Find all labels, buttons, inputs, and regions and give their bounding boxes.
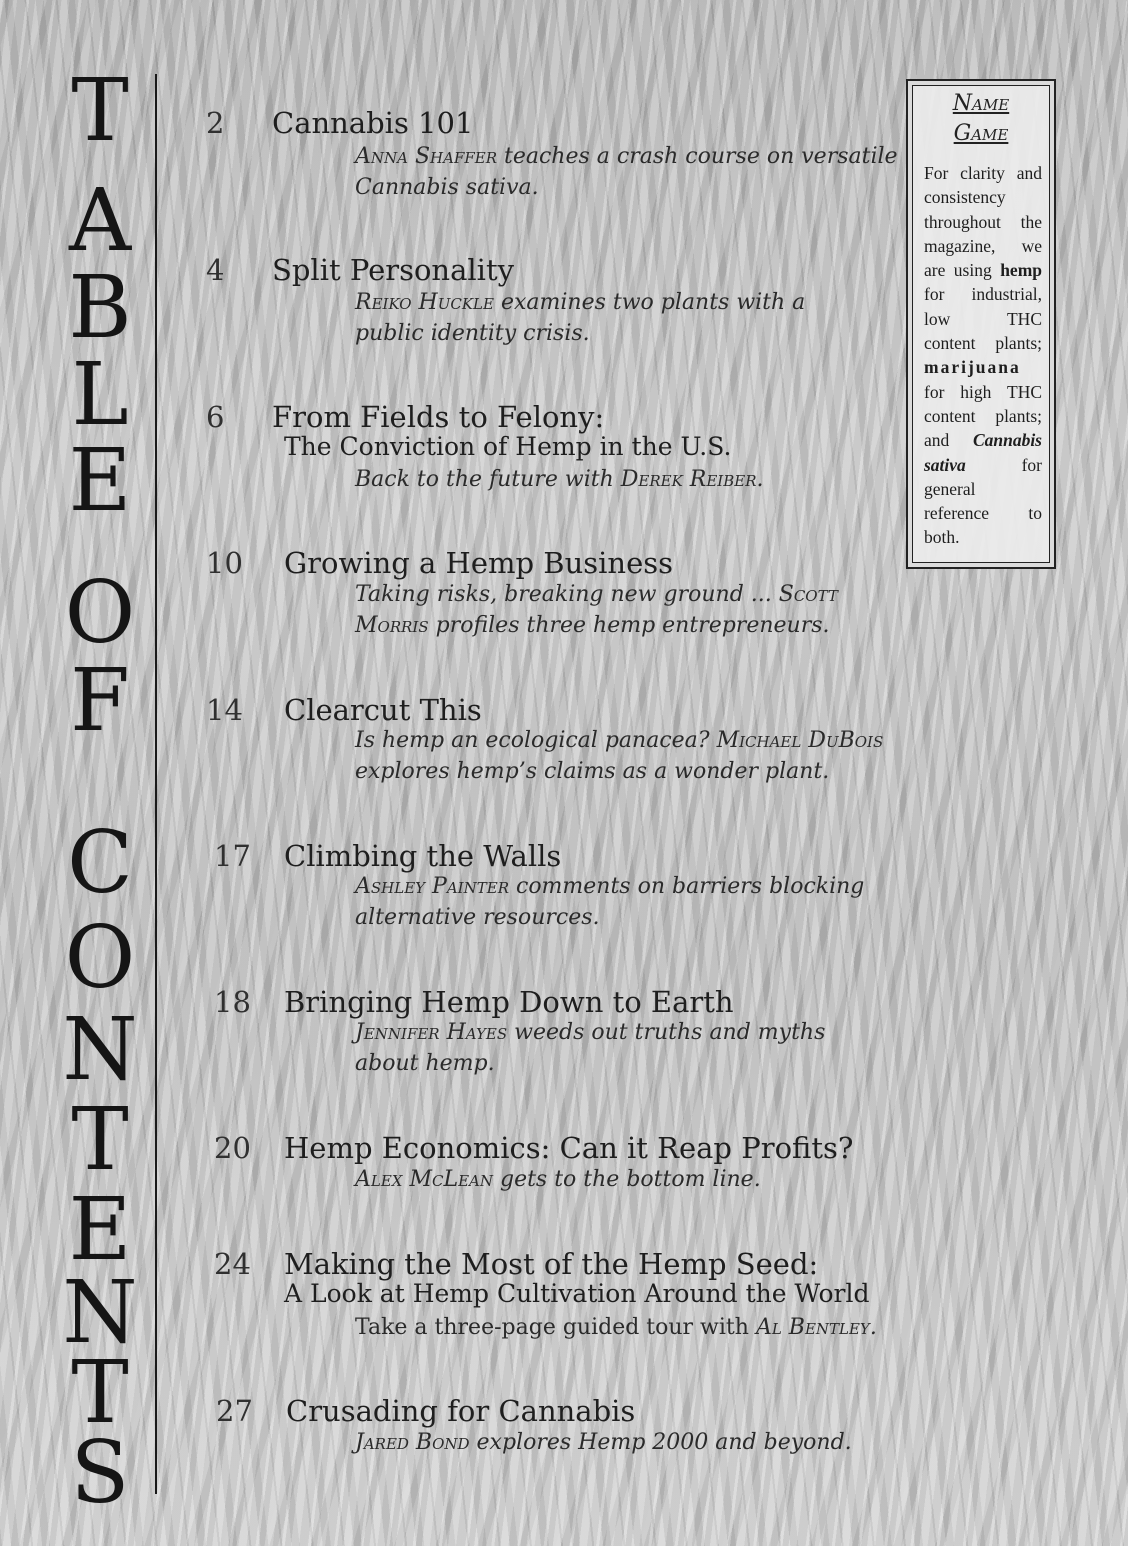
- sidebar-text-span: for industrial, low THC content plants;: [924, 284, 1042, 354]
- title-letter: O: [64, 908, 136, 1008]
- entry-author: Alex McLean: [355, 1167, 493, 1192]
- entry-title: Clearcut This: [284, 693, 482, 727]
- entry-description: [355, 1164, 955, 1195]
- entry-description-text: gets to the bottom line.: [493, 1167, 761, 1192]
- title-letter: F: [70, 651, 130, 751]
- entry-author: Reiko Huckle: [355, 290, 494, 315]
- title-letter: T: [71, 61, 129, 161]
- vertical-divider: [155, 74, 157, 1494]
- entry-title: From Fields to Felony:: [272, 400, 605, 434]
- title-letter: T: [71, 1343, 129, 1443]
- title-letter: N: [62, 1000, 138, 1100]
- entry-description: [355, 1427, 955, 1458]
- sidebar-text-span: For clarity and consistency throughout the magazine, we are using: [924, 163, 1042, 281]
- entry-page-number: 27: [216, 1394, 253, 1428]
- entry-description-text: profiles three hemp entrepreneurs.: [428, 613, 830, 638]
- entry-author: Al Bentley.: [755, 1315, 877, 1340]
- sidebar-term-cannabis-sativa: Cannabis sativa: [924, 430, 1042, 475]
- entry-description: [355, 464, 915, 495]
- title-letter: C: [67, 813, 133, 913]
- entry-description-text: weeds out truths and myths about hemp.: [355, 1020, 826, 1076]
- entry-title: Split Personality: [272, 253, 514, 287]
- entry-title: Hemp Economics: Can it Reap Profits?: [284, 1131, 854, 1165]
- entry-page-number: 2: [206, 106, 225, 140]
- sidebar-term-marijuana: marijuana: [924, 357, 1021, 378]
- entry-title: Making the Most of the Hemp Seed:: [284, 1247, 819, 1281]
- entry-page-number: 24: [214, 1247, 251, 1281]
- sidebar-heading: Name: [952, 91, 1010, 116]
- entry-description-text: Is hemp an ecological panacea?: [355, 728, 717, 753]
- title-letter: N: [62, 1263, 138, 1363]
- entry-description-text: explores Hemp 2000 and beyond.: [469, 1430, 852, 1455]
- entry-title: Climbing the Walls: [284, 839, 562, 873]
- entry-author: Michael DuBois: [716, 728, 884, 753]
- sidebar-text: [924, 161, 1042, 550]
- name-game-sidebar: [906, 79, 1056, 569]
- title-letter: T: [71, 1090, 129, 1190]
- entry-description-text: Taking risks, breaking new ground ...: [355, 582, 779, 607]
- entry-page-number: 6: [206, 400, 225, 434]
- entry-subtitle: The Conviction of Hemp in the U.S.: [284, 432, 732, 461]
- entry-page-number: 17: [214, 839, 251, 873]
- sidebar-heading: Game: [953, 121, 1009, 146]
- entry-page-number: 18: [214, 985, 251, 1019]
- sidebar-text-span: for high THC content plants; and: [924, 381, 1042, 451]
- entry-page-number: 4: [206, 253, 225, 287]
- title-letter: O: [64, 563, 136, 663]
- title-letter: L: [71, 345, 129, 445]
- sidebar-term-hemp: hemp: [1000, 260, 1042, 281]
- entry-description-text: explores hemp’s claims as a wonder plant.: [355, 759, 830, 784]
- entry-author: Anna Shaffer: [355, 144, 498, 169]
- entry-author: Jared Bond: [355, 1430, 470, 1455]
- vertical-title: [44, 60, 156, 1523]
- entry-author: Jennifer Hayes: [355, 1020, 508, 1045]
- entry-page-number: 10: [206, 546, 243, 580]
- entry-description-text: comments on barriers blocking alternative resources.: [355, 874, 865, 930]
- entry-page-number: 20: [214, 1131, 251, 1165]
- entry-description: [355, 1312, 975, 1343]
- title-letter: E: [68, 431, 132, 531]
- entry-author: Derek Reiber.: [620, 467, 764, 492]
- title-letter: S: [70, 1423, 130, 1523]
- entry-description: [355, 287, 845, 349]
- entry-description: [355, 1017, 885, 1079]
- entry-title: Growing a Hemp Business: [284, 546, 674, 580]
- entry-description-text: Take a three-page guided tour with: [355, 1315, 756, 1340]
- entry-description-text: teaches a crash course on versatile Cannabis sativa.: [355, 144, 898, 200]
- entry-title: Cannabis 101: [272, 106, 474, 140]
- entry-description-text: examines two plants with a public identity crisis.: [355, 290, 806, 346]
- entry-description: [355, 871, 925, 933]
- entry-page-number: 14: [206, 693, 243, 727]
- entry-description: [355, 579, 875, 641]
- entry-description: [355, 725, 935, 787]
- title-letter: E: [68, 1180, 132, 1280]
- entry-description-text: Back to the future with: [355, 467, 621, 492]
- entry-description: [355, 141, 915, 203]
- title-letter: A: [68, 171, 132, 271]
- entry-author: Ashley Painter: [355, 874, 509, 899]
- entry-title: Bringing Hemp Down to Earth: [284, 985, 734, 1019]
- title-letter: B: [68, 258, 132, 358]
- entry-author: Scott Morris: [355, 582, 838, 638]
- sidebar-text-span: for general reference to both.: [924, 454, 1042, 548]
- entry-title: Crusading for Cannabis: [286, 1394, 636, 1428]
- entry-subtitle: A Look at Hemp Cultivation Around the World: [284, 1279, 870, 1308]
